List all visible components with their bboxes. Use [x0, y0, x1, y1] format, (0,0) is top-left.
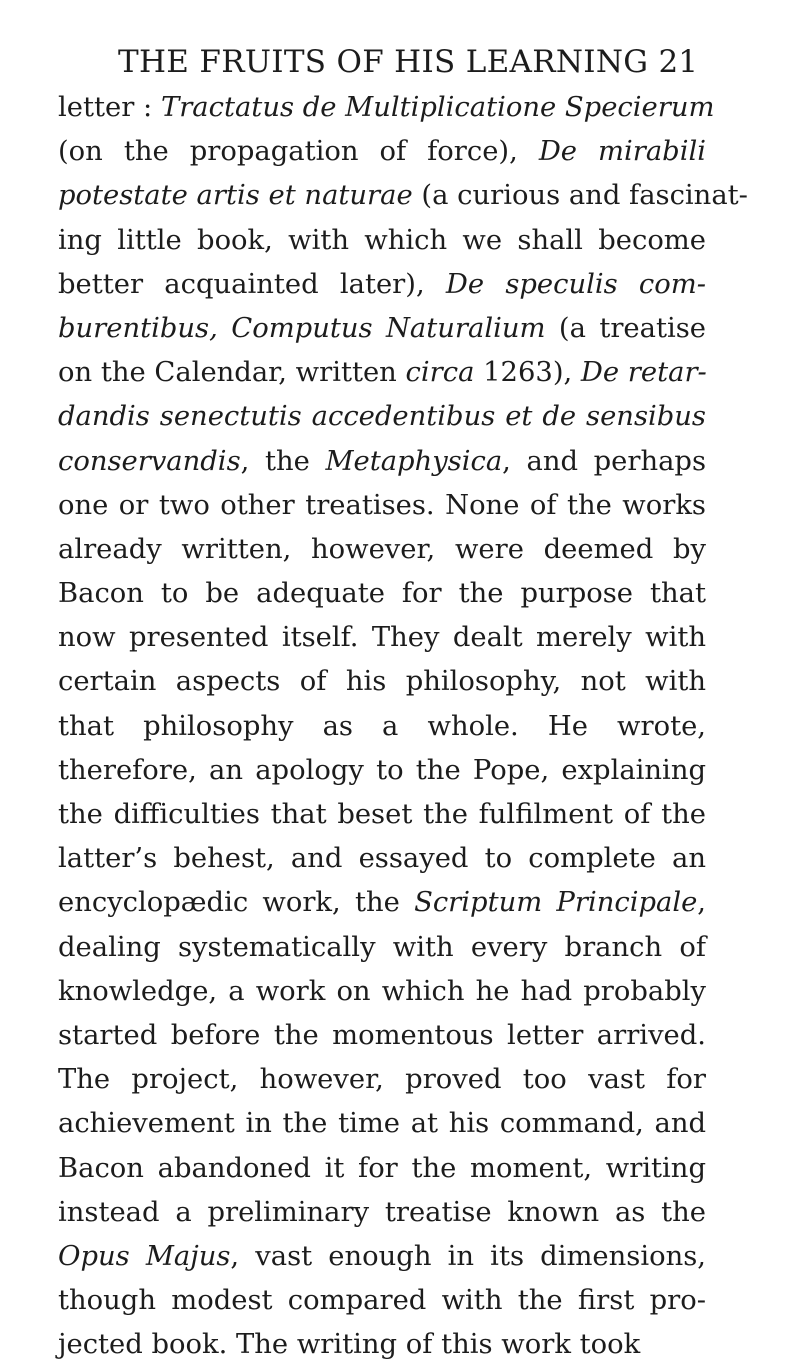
- italic-segment: Metaphysica: [325, 445, 503, 477]
- text-segment: (on the propagation of force),: [58, 136, 539, 168]
- text-segment: certain aspects of his philosophy, not with: [58, 666, 706, 698]
- italic-segment: De mirabili: [538, 136, 706, 168]
- text-segment: that philosophy as a whole. He wrote,: [58, 710, 706, 742]
- text-line: [58, 528, 706, 572]
- running-head: [88, 38, 698, 86]
- text-segment: , and perhaps: [502, 445, 706, 477]
- text-line: [58, 174, 748, 218]
- italic-segment: circa: [405, 357, 475, 389]
- text-line: [58, 1279, 706, 1323]
- text-line: [58, 484, 706, 528]
- body-text: [58, 86, 748, 1367]
- text-line: [58, 705, 706, 749]
- text-line: [58, 1323, 706, 1367]
- italic-segment: De retar-: [580, 357, 707, 389]
- text-line: [58, 793, 706, 837]
- text-line: [58, 219, 706, 263]
- text-line: [58, 837, 706, 881]
- italic-segment: Scriptum Principale: [414, 887, 698, 919]
- text-line: [58, 351, 706, 395]
- text-segment: the difficulties that beset the fulfilment of the: [58, 799, 706, 830]
- italic-segment: conservandis: [58, 445, 241, 477]
- text-segment: knowledge, a work on which he had probably: [58, 975, 706, 1007]
- italic-segment: potestate artis et naturae: [58, 180, 413, 212]
- text-line: [58, 616, 706, 660]
- text-segment: (a curious and fascinat-: [412, 180, 748, 212]
- text-segment: now presented itself. They dealt merely with: [58, 622, 706, 654]
- text-line: [58, 1147, 706, 1191]
- italic-segment: Tractatus de Multiplicatione Specierum: [160, 92, 715, 123]
- italic-segment: dandis senectutis accedentibus et de sensibus: [58, 401, 706, 433]
- text-segment: Bacon abandoned it for the moment, writing: [58, 1152, 706, 1184]
- text-segment: 1263),: [474, 357, 581, 389]
- text-line: [58, 749, 706, 793]
- text-segment: on the Calendar, written: [58, 357, 406, 389]
- text-segment: therefore, an apology to the Pope, explaining: [58, 754, 706, 786]
- text-segment: one or two other treatises. None of the works: [58, 489, 706, 521]
- text-segment: jected book. The writing of this work took: [58, 1329, 641, 1361]
- text-segment: letter :: [58, 92, 161, 123]
- text-line: [58, 1191, 706, 1235]
- text-line: [58, 130, 706, 174]
- text-segment: ing little book, with which we shall become: [58, 224, 706, 256]
- text-line: [58, 263, 706, 307]
- text-line: [58, 395, 706, 439]
- text-segment: instead a preliminary treatise known as the: [58, 1196, 706, 1228]
- italic-segment: De speculis com-: [445, 268, 706, 300]
- text-segment: ,: [697, 887, 707, 919]
- text-line: [58, 307, 706, 351]
- running-title: THE FRUITS OF HIS LEARNING: [118, 44, 649, 80]
- page-number: 21: [658, 44, 698, 80]
- text-line: [58, 1102, 706, 1146]
- text-segment: though modest compared with the first pro-: [58, 1285, 706, 1317]
- text-segment: started before the momentous letter arrived.: [58, 1019, 706, 1051]
- text-line: [58, 926, 706, 970]
- italic-segment: burentibus, Computus Naturalium: [58, 312, 546, 344]
- text-segment: latter’s behest, and essayed to complete an: [58, 843, 706, 875]
- text-line: [58, 1058, 706, 1102]
- italic-segment: Opus Majus: [58, 1240, 231, 1272]
- text-segment: , the: [240, 445, 326, 477]
- text-line: [58, 881, 706, 925]
- text-line: [58, 440, 706, 484]
- text-line: [58, 660, 706, 704]
- text-segment: (a treatise: [545, 312, 706, 344]
- text-segment: achievement in the time at his command, and: [58, 1108, 706, 1140]
- text-line: [58, 1014, 706, 1058]
- text-segment: already written, however, were deemed by: [58, 533, 706, 565]
- text-segment: dealing systematically with every branch of: [58, 931, 706, 963]
- text-segment: The project, however, proved too vast for: [58, 1064, 706, 1096]
- text-line: [58, 572, 706, 616]
- text-segment: better acquainted later),: [58, 268, 446, 300]
- text-line: [58, 1235, 706, 1279]
- text-segment: Bacon to be adequate for the purpose that: [58, 578, 706, 610]
- text-line: [58, 86, 715, 130]
- text-segment: encyclopædic work, the: [58, 887, 415, 919]
- text-segment: , vast enough in its dimensions,: [230, 1240, 706, 1272]
- text-line: [58, 970, 706, 1014]
